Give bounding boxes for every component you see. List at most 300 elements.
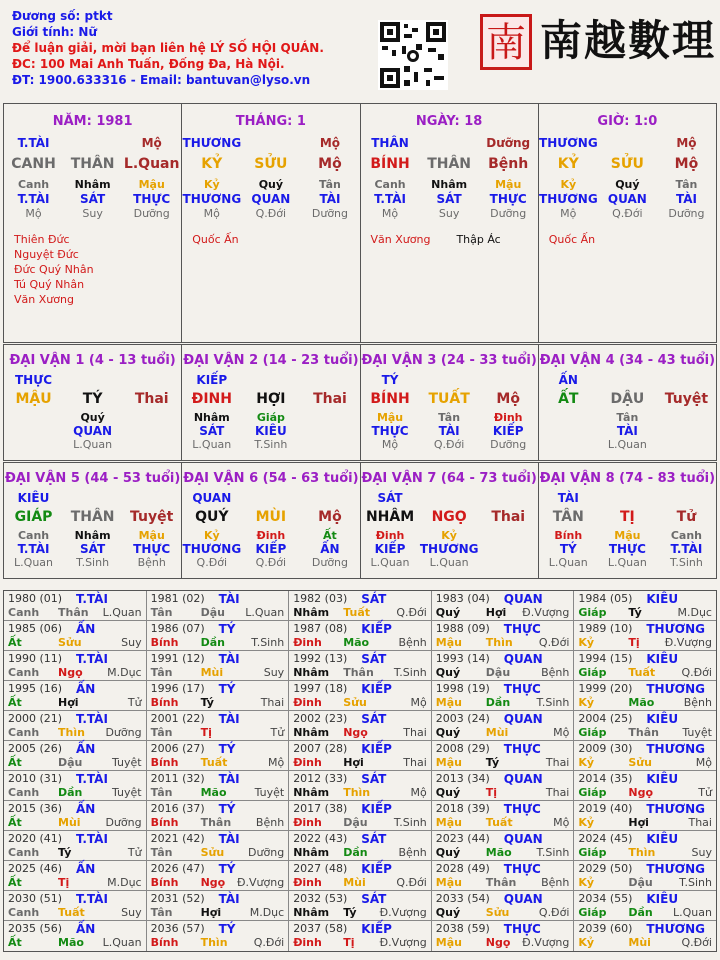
year-stem: Nhâm	[293, 606, 330, 619]
year-stem: Mậu	[435, 876, 462, 889]
year-cell	[289, 891, 432, 920]
dai-van-top-god-cell	[657, 373, 715, 387]
year-cell	[574, 621, 716, 650]
year-phase: Bệnh	[255, 816, 285, 829]
year-label: 1984 (05)	[578, 592, 633, 605]
pillar-life-phase	[361, 207, 538, 220]
dai-van-column	[182, 345, 360, 460]
dai-van-life-phase-cell: L.Quan	[192, 438, 232, 451]
year-phase: Tử	[270, 726, 285, 739]
pillar-life-phase-cell: Mộ	[203, 207, 220, 220]
year-cell	[574, 681, 716, 710]
dai-van-stem-branch-cell: NGỌ	[431, 509, 467, 525]
year-branch: Tị	[628, 636, 640, 649]
dai-van-stem-branch	[539, 391, 716, 407]
pillar-life-phase-cell: Dưỡng	[490, 207, 527, 220]
year-label: 2012 (33)	[293, 772, 348, 785]
year-label: 2021 (42)	[150, 832, 205, 845]
pillar-hidden-gods-cell: SÁT	[436, 192, 462, 206]
year-label: 2022 (43)	[293, 832, 348, 845]
year-stem: Nhâm	[293, 726, 330, 739]
year-row	[4, 711, 716, 741]
dai-van-stem-branch-cell: ẤT	[558, 391, 579, 407]
year-phase: Thai	[688, 816, 712, 829]
pillar-hidden-stems	[361, 178, 538, 191]
year-stem: Ất	[8, 696, 22, 709]
year-stem: Tân	[150, 906, 173, 919]
year-god: TÝ	[218, 682, 236, 696]
year-stem: Đinh	[293, 876, 322, 889]
pillar-title: GIỜ: 1:0	[597, 114, 658, 129]
year-phase: Mộ	[410, 696, 427, 709]
dai-van-top-god	[539, 373, 716, 387]
year-label: 2027 (48)	[293, 862, 348, 875]
dai-van-hidden-stems-cell: Đinh	[375, 529, 405, 542]
year-branch: Mão	[485, 846, 512, 859]
pillar-stars	[182, 232, 359, 247]
dai-van-hidden-gods-cell: TÀI	[438, 424, 460, 438]
dai-van-life-phase	[539, 438, 716, 451]
year-god: KIÊU	[646, 652, 679, 666]
year-god: THƯƠNG	[646, 862, 706, 876]
year-god: ẤN	[76, 682, 96, 696]
year-stem: Quý	[435, 906, 461, 919]
year-stem: Bính	[150, 756, 179, 769]
dai-van-life-phase-cell: L.Quan	[73, 438, 113, 451]
dai-van-hidden-stems-cell: Canh	[670, 529, 703, 542]
year-cell	[432, 831, 575, 860]
year-label: 2019 (40)	[578, 802, 633, 815]
year-branch: Tuất	[485, 816, 513, 829]
year-branch: Thìn	[200, 936, 228, 949]
pillar-stars	[4, 232, 181, 307]
year-god: TÀI	[218, 712, 240, 726]
year-god: KIẾP	[361, 802, 392, 816]
year-phase: Suy	[121, 906, 142, 919]
dai-van-hidden-stems-cell	[479, 529, 537, 542]
pillar-life-phase-cell: Q.Đới	[255, 207, 287, 220]
dai-van-life-phase-cell: T.Sinh	[669, 556, 703, 569]
year-row	[4, 861, 716, 891]
year-cell	[289, 591, 432, 620]
year-cell	[4, 771, 147, 800]
year-branch: Dậu	[628, 876, 653, 889]
year-phase: L.Quan	[102, 936, 142, 949]
dai-van-life-phase	[361, 438, 538, 451]
year-stem: Mậu	[435, 756, 462, 769]
star-item: Quốc Ấn	[548, 233, 596, 246]
dai-van-hidden-stems-cell	[657, 411, 715, 424]
dai-van-hidden-gods-cell: ẤN	[320, 542, 340, 556]
dai-van-hidden-stems	[361, 529, 538, 542]
pillar-stem-branch-cell: SỬU	[610, 156, 644, 172]
year-god: T.TÀI	[76, 772, 108, 786]
dai-van-hidden-gods	[361, 542, 538, 556]
dai-van-stem-branch-cell: DẬU	[610, 391, 645, 407]
year-phase: L.Quan	[673, 906, 712, 919]
pillar-stem-branch	[182, 156, 359, 172]
year-label: 1993 (14)	[435, 652, 490, 665]
pillar-hidden-gods-cell: QUAN	[251, 192, 291, 206]
dai-van-hidden-gods-cell	[4, 424, 62, 438]
pillar-hidden-stems	[182, 178, 359, 191]
year-god: TÝ	[218, 742, 236, 756]
year-branch: Sửu	[58, 636, 82, 649]
dai-van-life-phase-cell: T.Sinh	[254, 438, 288, 451]
year-stem: Ất	[8, 756, 22, 769]
year-cell	[289, 681, 432, 710]
year-label: 2033 (54)	[435, 892, 490, 905]
year-branch: Dần	[200, 636, 225, 649]
dai-van-title: ĐẠI VẬN 8 (74 - 83 tuổi)	[539, 471, 716, 486]
year-label: 2001 (22)	[150, 712, 205, 725]
year-stem: Quý	[435, 786, 461, 799]
year-branch: Mão	[343, 636, 370, 649]
pillar-hidden-gods-cell: THỰC	[133, 192, 171, 206]
year-phase: Thai	[545, 756, 570, 769]
year-cell	[4, 801, 147, 830]
year-god: ẤN	[76, 922, 96, 936]
year-god: KIÊU	[646, 832, 679, 846]
year-god: SÁT	[361, 832, 387, 846]
pillar-stem-branch-cell: SỬU	[254, 156, 288, 172]
year-branch: Thìn	[343, 786, 371, 799]
pillar-hidden-gods-cell: THƯƠNG	[182, 192, 242, 206]
year-branch: Thân	[58, 606, 89, 619]
dai-van-title: ĐẠI VẬN 3 (24 - 33 tuổi)	[361, 353, 537, 368]
year-label: 1998 (19)	[435, 682, 490, 695]
pillar-top-god-cell: T.TÀI	[17, 136, 50, 150]
year-cell	[289, 831, 432, 860]
dai-van-top-god	[182, 373, 359, 387]
dai-van-hidden-stems-cell: Nhâm	[193, 411, 230, 424]
dai-van-stem-branch	[182, 391, 359, 407]
year-god: THƯƠNG	[646, 682, 706, 696]
pillar-top-god-cell	[63, 136, 121, 150]
year-god: QUAN	[503, 772, 543, 786]
year-stem: Kỷ	[578, 936, 595, 949]
year-phase: Q.Đới	[396, 606, 427, 619]
pillar-stem-branch	[539, 156, 716, 172]
year-god: QUAN	[503, 652, 543, 666]
dai-van-top-god-cell	[479, 373, 537, 387]
dai-van-hidden-gods-cell: SÁT	[80, 542, 106, 556]
year-cell	[4, 831, 147, 860]
dai-van-hidden-stems	[182, 411, 359, 424]
year-stem: Đinh	[293, 696, 322, 709]
year-stem: Ất	[8, 636, 22, 649]
year-branch: Dậu	[58, 756, 83, 769]
dai-van-stem-branch-cell: NHÂM	[365, 509, 415, 525]
dai-van-hidden-gods-cell: THƯƠNG	[182, 542, 242, 556]
year-cell	[432, 741, 575, 770]
dai-van-stem-branch-cell: Thai	[313, 391, 347, 407]
year-phase: Mộ	[695, 756, 712, 769]
pillar-stem-branch-cell: L.Quan	[123, 156, 180, 172]
year-cell	[574, 891, 716, 920]
year-branch: Ngọ	[485, 936, 511, 949]
year-branch: Hợi	[628, 816, 649, 829]
year-label: 2009 (30)	[578, 742, 633, 755]
year-branch: Mùi	[343, 876, 366, 889]
pillar-life-phase-cell: Dưỡng	[668, 207, 705, 220]
year-god: TÀI	[218, 832, 240, 846]
year-phase: Mộ	[410, 786, 427, 799]
year-god: SÁT	[361, 892, 387, 906]
pillar-column	[4, 104, 182, 342]
pillar-column	[539, 104, 716, 342]
dai-van-column	[4, 463, 182, 578]
pillar-hidden-gods	[539, 192, 716, 206]
star-item: Văn Xương	[370, 233, 431, 246]
year-label: 1996 (17)	[150, 682, 205, 695]
year-phase: T.Sinh	[536, 846, 570, 859]
dai-van-life-phase-cell	[122, 438, 180, 451]
pillar-hidden-stems-cell: Tân	[319, 178, 341, 191]
year-god: T.TÀI	[76, 652, 108, 666]
dai-van-hidden-stems	[182, 529, 359, 542]
year-cell	[4, 621, 147, 650]
year-cell	[4, 741, 147, 770]
dai-van-top-god-cell: TÀI	[557, 491, 579, 505]
year-label: 1992 (13)	[293, 652, 348, 665]
year-phase: Q.Đới	[538, 906, 570, 919]
dai-van-hidden-gods-cell	[479, 542, 537, 556]
dai-van-hidden-gods-cell: T.TÀI	[17, 542, 50, 556]
year-phase: Bệnh	[541, 666, 570, 679]
owner-name: Đương số: ptkt	[12, 9, 113, 23]
dai-van-life-phase-cell: T.Sinh	[76, 556, 110, 569]
dai-van-top-god-cell	[63, 373, 121, 387]
dai-van-hidden-stems-cell: Ất	[323, 529, 337, 542]
pillar-hidden-stems-cell: Canh	[374, 178, 406, 191]
year-stem: Kỷ	[578, 696, 595, 709]
year-cell	[574, 861, 716, 890]
year-phase: Suy	[263, 666, 285, 679]
year-phase: Bệnh	[398, 636, 427, 649]
year-phase: Bệnh	[541, 876, 570, 889]
dai-van-hidden-gods	[539, 424, 716, 438]
year-god: THƯƠNG	[646, 742, 706, 756]
pillar-life-phase-cell: Q.Đới	[612, 207, 643, 220]
dai-van-title: ĐẠI VẬN 4 (34 - 43 tuổi)	[539, 353, 716, 368]
year-label: 2029 (50)	[578, 862, 633, 875]
year-branch: Tý	[343, 906, 357, 919]
year-phase: L.Quan	[245, 606, 285, 619]
year-branch: Thân	[343, 666, 374, 679]
pillar-top-god	[539, 136, 716, 150]
year-label: 2011 (32)	[150, 772, 205, 785]
year-phase: Dưỡng	[248, 846, 285, 859]
year-branch: Thìn	[628, 846, 656, 859]
year-branch: Ngọ	[200, 876, 226, 889]
year-stem: Kỷ	[578, 636, 595, 649]
year-row	[4, 651, 716, 681]
dai-van-top-god-cell: KIÊU	[17, 491, 50, 505]
year-label: 2005 (26)	[8, 742, 63, 755]
dai-van-life-phase	[4, 438, 181, 451]
dai-van-column	[4, 345, 182, 460]
year-god: T.TÀI	[76, 892, 108, 906]
dai-van-hidden-gods-cell: THƯƠNG	[419, 542, 479, 556]
year-god: KIẾP	[361, 682, 392, 696]
year-god: TÀI	[218, 892, 240, 906]
year-row	[4, 921, 716, 951]
four-pillars	[3, 103, 717, 343]
year-stem: Ất	[8, 876, 22, 889]
year-phase: Đ.Vượng	[522, 606, 570, 619]
year-branch: Tuất	[628, 666, 656, 679]
year-god: QUAN	[503, 712, 543, 726]
year-stem: Mậu	[435, 816, 462, 829]
dai-van-hidden-gods-cell: THỰC	[608, 542, 646, 556]
year-label: 2038 (59)	[435, 922, 490, 935]
year-god: T.TÀI	[76, 592, 108, 606]
dai-van-hidden-stems-cell: Mậu	[614, 529, 641, 542]
pillar-life-phase-cell: Suy	[438, 207, 460, 220]
year-label: 1999 (20)	[578, 682, 633, 695]
year-stem: Quý	[435, 846, 461, 859]
year-god: THỰC	[503, 922, 541, 936]
year-branch: Tý	[200, 696, 214, 709]
dai-van-stem-branch-cell: TUẤT	[428, 391, 470, 407]
pillar-top-god	[4, 136, 181, 150]
dai-van-top-god-cell: ẤN	[558, 373, 578, 387]
dai-van-hidden-gods-cell: KIÊU	[255, 424, 287, 438]
dai-van-stem-branch-cell: QUÝ	[195, 509, 229, 525]
year-stem: Quý	[435, 606, 461, 619]
year-label: 2031 (52)	[150, 892, 205, 905]
year-phase: Thai	[403, 756, 427, 769]
pillar-hidden-gods	[182, 192, 359, 206]
year-cell	[147, 591, 290, 620]
year-branch: Hợi	[200, 906, 222, 919]
pillar-top-god-cell: THƯƠNG	[182, 136, 242, 150]
year-phase: Dưỡng	[105, 816, 142, 829]
year-label: 1997 (18)	[293, 682, 348, 695]
dai-van-column	[539, 463, 716, 578]
pillar-life-phase	[4, 207, 181, 220]
dai-van-top-god-cell	[301, 373, 359, 387]
year-cell	[147, 741, 290, 770]
year-cell	[4, 921, 147, 951]
year-god: SÁT	[361, 772, 387, 786]
pillar-life-phase-cell: Dưỡng	[311, 207, 349, 220]
year-label: 1991 (12)	[150, 652, 205, 665]
pillar-stem-branch-cell: Mộ	[318, 156, 342, 172]
year-stem: Quý	[435, 726, 461, 739]
dai-van-top-god-cell	[122, 373, 180, 387]
year-label: 2010 (31)	[8, 772, 63, 785]
year-label: 2023 (44)	[435, 832, 490, 845]
year-god: KIÊU	[646, 712, 679, 726]
year-label: 2004 (25)	[578, 712, 633, 725]
year-stem: Giáp	[578, 666, 607, 679]
year-label: 2000 (21)	[8, 712, 63, 725]
pillar-stem-branch	[4, 156, 181, 172]
year-phase: Suy	[121, 636, 142, 649]
pillar-top-god-cell: THƯƠNG	[539, 136, 598, 150]
year-label: 1989 (10)	[578, 622, 633, 635]
dai-van-life-phase-cell: L.Quan	[548, 556, 588, 569]
year-stem: Bính	[150, 876, 179, 889]
pillar-hidden-stems-cell: Quý	[615, 178, 640, 191]
dai-van-hidden-gods	[361, 424, 538, 438]
dai-van-stem-branch	[4, 391, 181, 407]
dai-van-stem-branch-cell: Tuyệt	[664, 391, 709, 407]
dai-van-top-god-cell	[301, 491, 359, 505]
year-stem: Đinh	[293, 816, 322, 829]
year-stem: Canh	[8, 606, 40, 619]
year-stem: Giáp	[578, 606, 607, 619]
dai-van-life-phase	[4, 556, 181, 569]
dai-van-hidden-gods	[539, 542, 716, 556]
year-stem: Canh	[8, 786, 40, 799]
pillar-hidden-stems-cell: Nhâm	[431, 178, 468, 191]
pillar-stem-branch-cell: THÂN	[427, 156, 472, 172]
year-phase: Đ.Vượng	[236, 876, 285, 889]
year-label: 2002 (23)	[293, 712, 348, 725]
pillar-hidden-gods-cell: T.TÀI	[374, 192, 406, 206]
pillar-hidden-stems-cell: Kỷ	[203, 178, 220, 191]
red-seal-icon	[480, 14, 532, 70]
star-item: Thiên Đức	[14, 233, 70, 246]
year-cell	[432, 801, 575, 830]
dai-van-stem-branch-cell: Mộ	[318, 509, 342, 525]
dai-van-column	[361, 345, 539, 460]
year-stem: Canh	[8, 846, 40, 859]
pillar-top-god-cell	[242, 136, 300, 150]
year-branch: Dậu	[200, 606, 225, 619]
year-cell	[432, 861, 575, 890]
year-label: 2036 (57)	[150, 922, 205, 935]
dai-van-stem-branch-cell: Thai	[491, 509, 526, 525]
pillar-stem-branch-cell: KỶ	[201, 156, 223, 172]
year-stem: Mậu	[435, 696, 462, 709]
dai-van-hidden-gods-cell: KIẾP	[255, 542, 287, 556]
star-item: Quốc Ấn	[192, 233, 239, 246]
year-branch: Dần	[58, 786, 83, 799]
year-god: KIẾP	[361, 742, 392, 756]
year-god: KIÊU	[646, 592, 679, 606]
dai-van-hidden-gods-cell: THỰC	[133, 542, 171, 556]
year-phase: Tử	[127, 696, 142, 709]
year-branch: Mùi	[200, 666, 224, 679]
dai-van-life-phase-cell	[539, 438, 597, 451]
pillar-top-god-cell: Mộ	[676, 136, 697, 150]
year-stem: Ất	[8, 816, 22, 829]
dai-van-top-god-cell: SÁT	[377, 491, 403, 505]
year-branch: Mùi	[58, 816, 81, 829]
year-branch: Sửu	[343, 696, 367, 709]
pillar-hidden-gods-cell: TÀI	[675, 192, 697, 206]
year-stem: Tân	[150, 846, 173, 859]
year-cell	[147, 831, 290, 860]
year-god: T.TÀI	[76, 712, 108, 726]
dai-van-hidden-stems	[4, 411, 181, 424]
pillar-hidden-stems-cell: Mậu	[138, 178, 165, 191]
year-stem: Nhâm	[293, 846, 330, 859]
dai-van-hidden-stems-cell: Kỷ	[203, 529, 220, 542]
pillar-top-god	[182, 136, 359, 150]
year-cell	[147, 681, 290, 710]
dai-van-top-god-cell	[63, 491, 121, 505]
year-label: 2037 (58)	[293, 922, 348, 935]
year-label: 2030 (51)	[8, 892, 63, 905]
year-cell	[432, 711, 575, 740]
year-branch: Mão	[200, 786, 227, 799]
year-god: KIẾP	[361, 622, 392, 636]
